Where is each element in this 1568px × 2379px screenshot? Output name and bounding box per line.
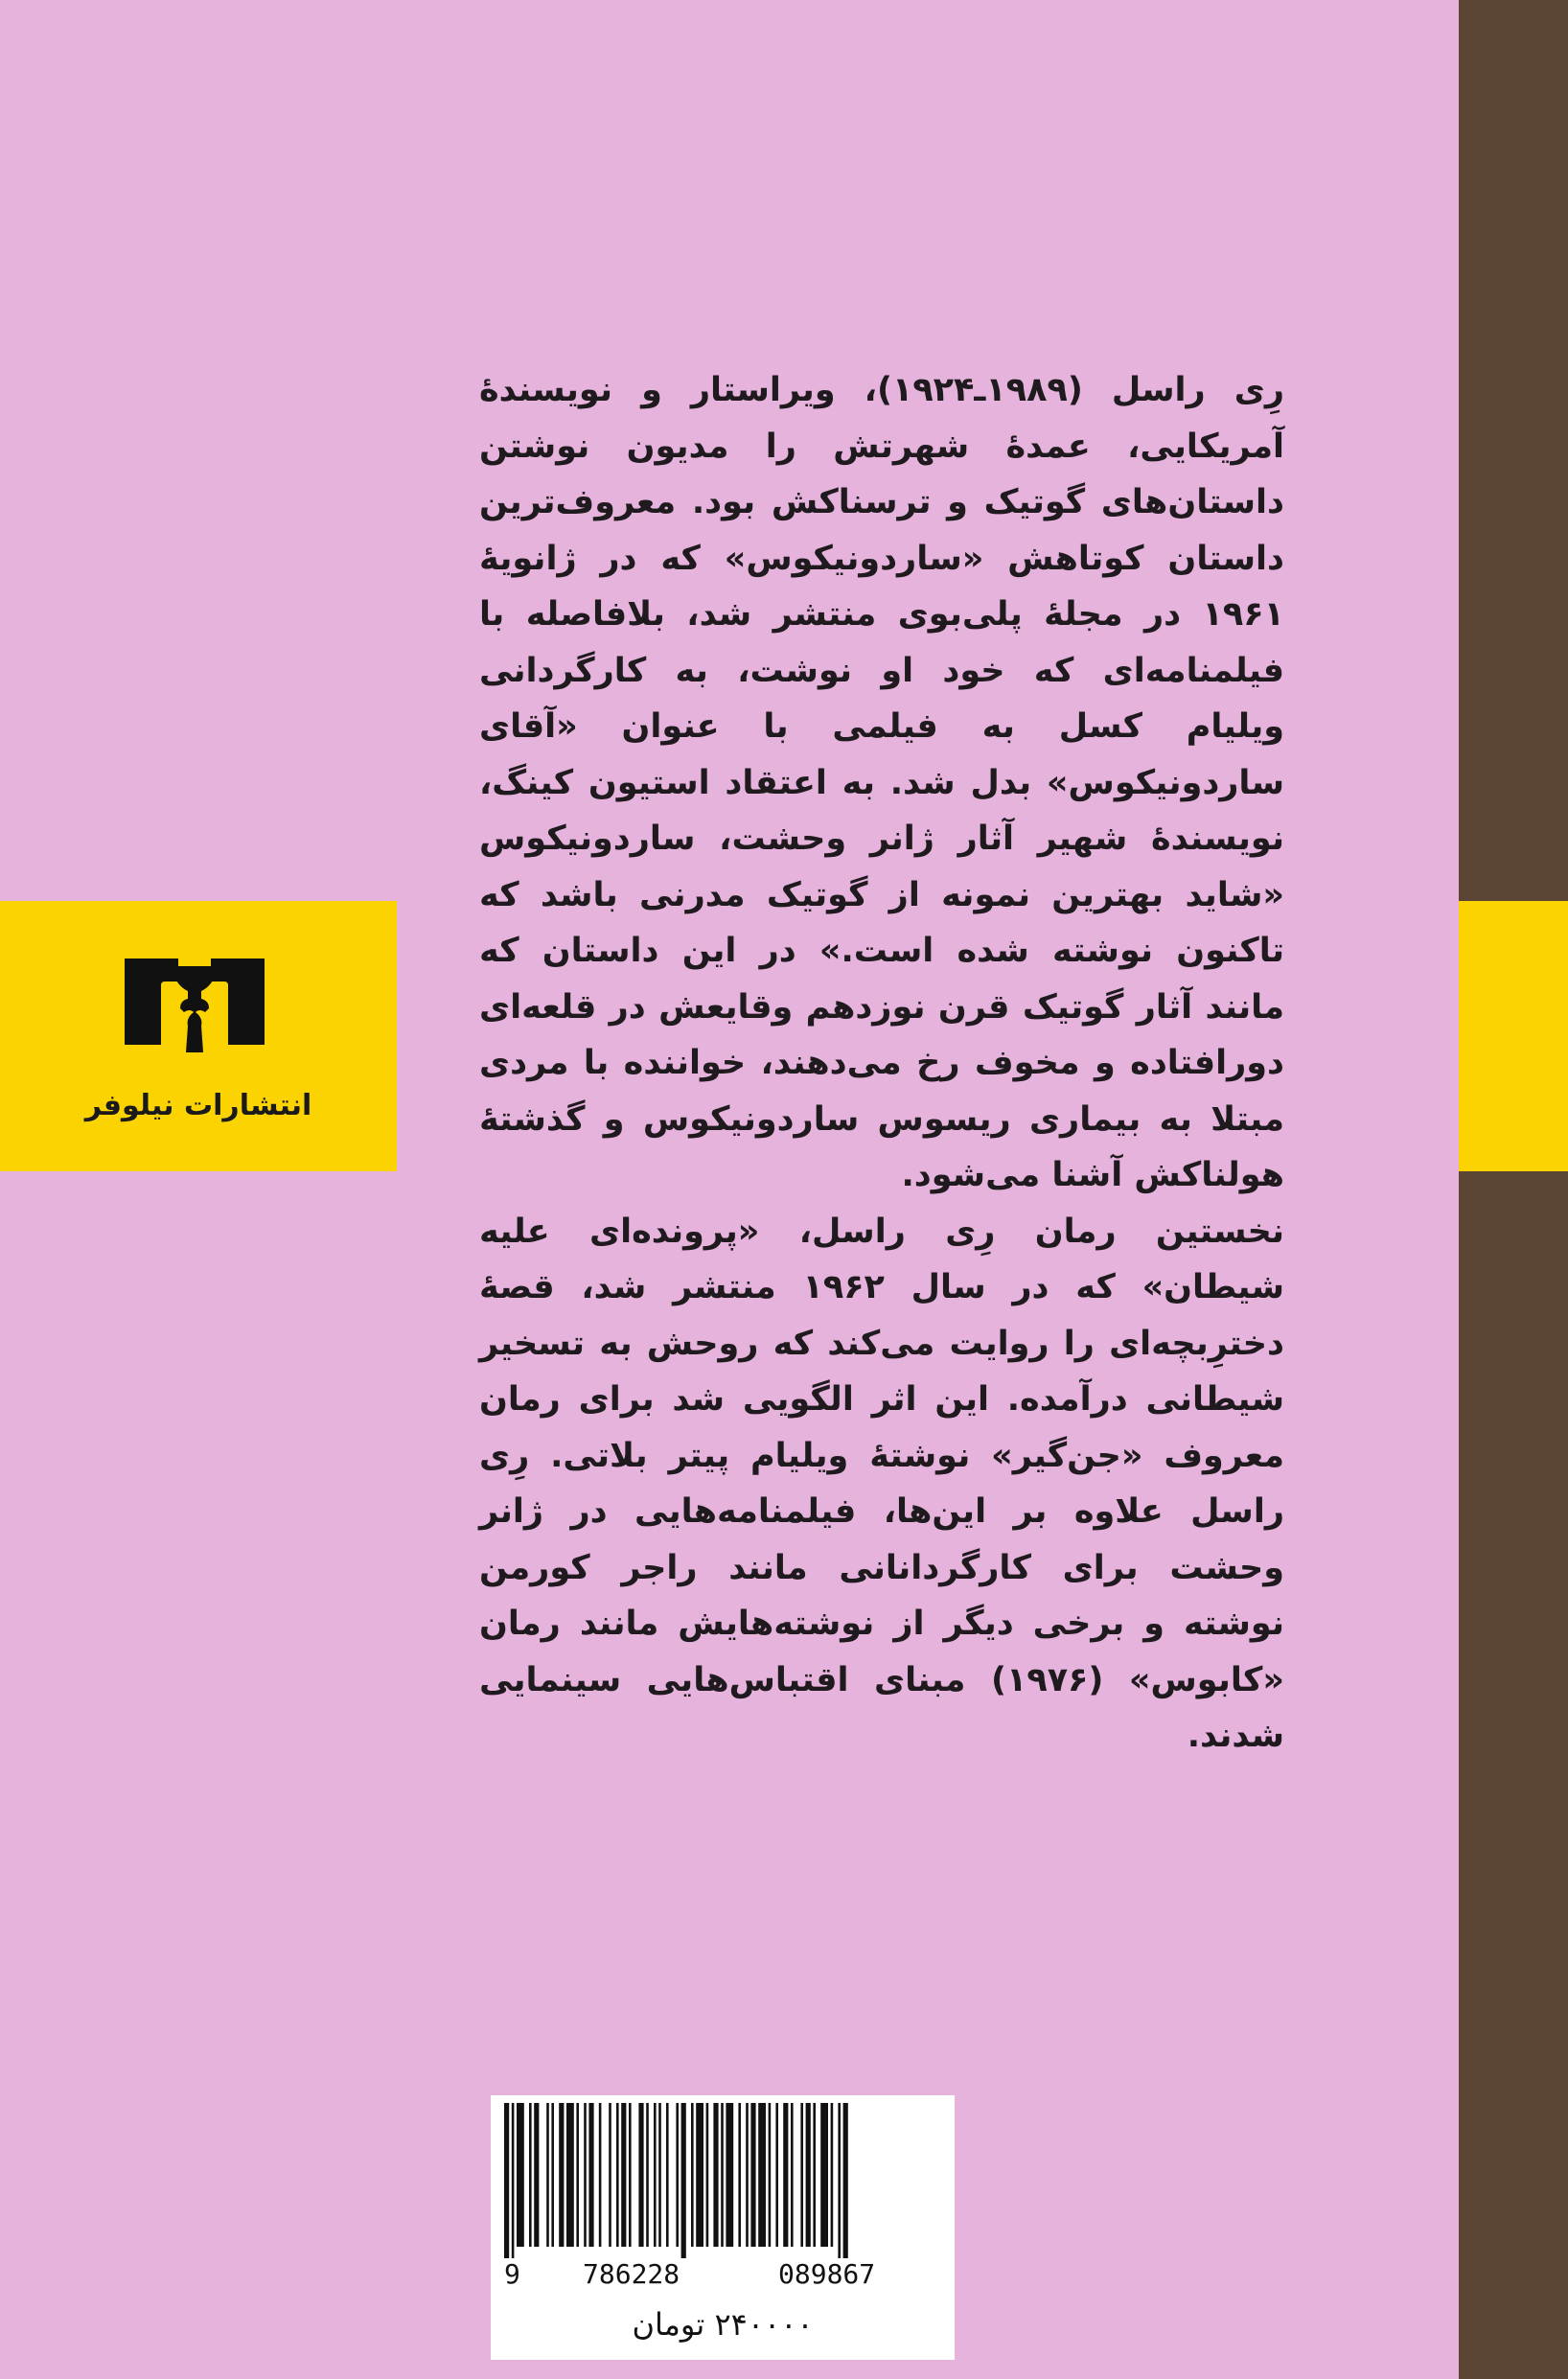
barcode-bar [551, 2103, 554, 2247]
barcode-bar [838, 2103, 841, 2258]
blurb-paragraph-2: نخستین رمان رِی راسل، «پرونده‌ای علیه شیطان» که در سال ۱۹۶۲ منتشر شد، قصهٔ دخترِبچه‌ای را روایت می‌کند که روحش به تسخیر شیطانی درآمده. این اثر الگویی شد برای رمان معروف «جن‌گیر» نوشتهٔ ویلیام پیتر بلاتی. رِی راسل علاوه بر این‌ها، فیلمنامه‌هایی در ژانر وحشت برای کارگردانانی مانند راجر کورمن نوشته و برخی دیگر از نوشته‌هایش مانند رمان «کابوس» (۱۹۷۶) مبنای اقتباس‌هایی سینمایی شدند. [479, 1212, 1285, 1755]
barcode-bar [721, 2103, 724, 2247]
barcode-bar [726, 2103, 733, 2247]
barcode-bar [629, 2103, 632, 2247]
barcode-bar [758, 2103, 766, 2247]
niloufar-publisher-logo-icon [123, 953, 266, 1058]
barcode-bar [588, 2103, 593, 2247]
barcode-bar [783, 2103, 788, 2247]
barcode-bar [517, 2103, 524, 2247]
barcode-bar [654, 2103, 657, 2247]
barcode-bar [706, 2103, 709, 2247]
barcode-bar [609, 2103, 611, 2247]
barcode-bar [534, 2103, 539, 2247]
barcode-bar [566, 2103, 574, 2247]
isbn-digit-first: 9 [504, 2258, 520, 2290]
barcode-bar [813, 2103, 816, 2247]
barcode-bar [559, 2103, 564, 2247]
isbn-barcode-label [491, 2095, 955, 2360]
barcode-bar [676, 2103, 679, 2247]
book-spine [1459, 0, 1568, 2379]
barcode-bar [746, 2103, 749, 2247]
barcode-bar [658, 2103, 661, 2247]
barcode-bar [696, 2103, 703, 2247]
barcode-bar [681, 2103, 686, 2258]
barcode-bar [775, 2103, 778, 2247]
barcode-bar [529, 2103, 532, 2247]
barcode-bar [831, 2103, 834, 2247]
barcode-bar [576, 2103, 579, 2247]
barcode-bar [791, 2103, 794, 2247]
barcode-bar [621, 2103, 626, 2247]
barcode-bar [713, 2103, 718, 2247]
publisher-logo-block [0, 901, 397, 1171]
barcode-bar [512, 2103, 515, 2258]
barcode-bar [738, 2103, 741, 2247]
barcode-bar [616, 2103, 619, 2247]
barcode-bar [750, 2103, 755, 2247]
book-blurb [479, 362, 1284, 1765]
barcode-bar [646, 2103, 649, 2247]
barcode-bar [599, 2103, 602, 2247]
isbn-digits [491, 2258, 955, 2297]
blurb-paragraph-1: رِی راسل (۱۹۸۹ـ۱۹۲۴)، ویراستار و نویسندهٔ آمریکایی، عمدهٔ شهرتش را مدیون نوشتن داستان‌های گوتیک و ترسناکش بود. معروف‌ترین داستان کوتاهش «ساردونیکوس» که در ژانویهٔ ۱۹۶۱ در مجلهٔ پلی‌بوی منتشر شد، بلافاصله با فیلمنامه‌ای که خود او نوشت، به کارگردانی ویلیام کسل به فیلمی با عنوان «آقای ساردونیکوس» بدل شد. به اعتقاد استیون کینگ، نویسندهٔ شهیر آثار ژانر وحشت، ساردونیکوس «شاید بهترین نمونه از گوتیک مدرنی باشد که تاکنون نوشته شده است.» در این داستان که مانند آثار گوتیک قرن نوزدهم وقایعش در قلعه‌ای دورافتاده و مخوف رخ می‌دهند، خواننده با مردی مبتلا به بیماری ریسوس ساردونیکوس و گذشتهٔ هولناکش آشنا می‌شود. [479, 371, 1285, 1194]
barcode-bar [691, 2103, 694, 2247]
barcode-bar [504, 2103, 509, 2258]
isbn-digit-group-1: 786228 [583, 2258, 680, 2290]
barcode-bar [800, 2103, 803, 2247]
barcode-bar [638, 2103, 643, 2247]
publisher-name: انتشارات نیلوفر [84, 1089, 312, 1122]
barcode-bar [843, 2103, 848, 2258]
barcode-bar [666, 2103, 669, 2247]
spine-yellow-band [1459, 901, 1568, 1171]
isbn-digit-group-2: 089867 [778, 2258, 876, 2290]
barcode-bar [820, 2103, 828, 2247]
barcode-bar [769, 2103, 772, 2247]
isbn-barcode-icon [500, 2103, 945, 2258]
barcode-bar [806, 2103, 811, 2247]
barcode-bar [584, 2103, 587, 2247]
price-tag: ۲۴۰۰۰۰ تومان [632, 2306, 814, 2343]
barcode-bar [546, 2103, 549, 2247]
